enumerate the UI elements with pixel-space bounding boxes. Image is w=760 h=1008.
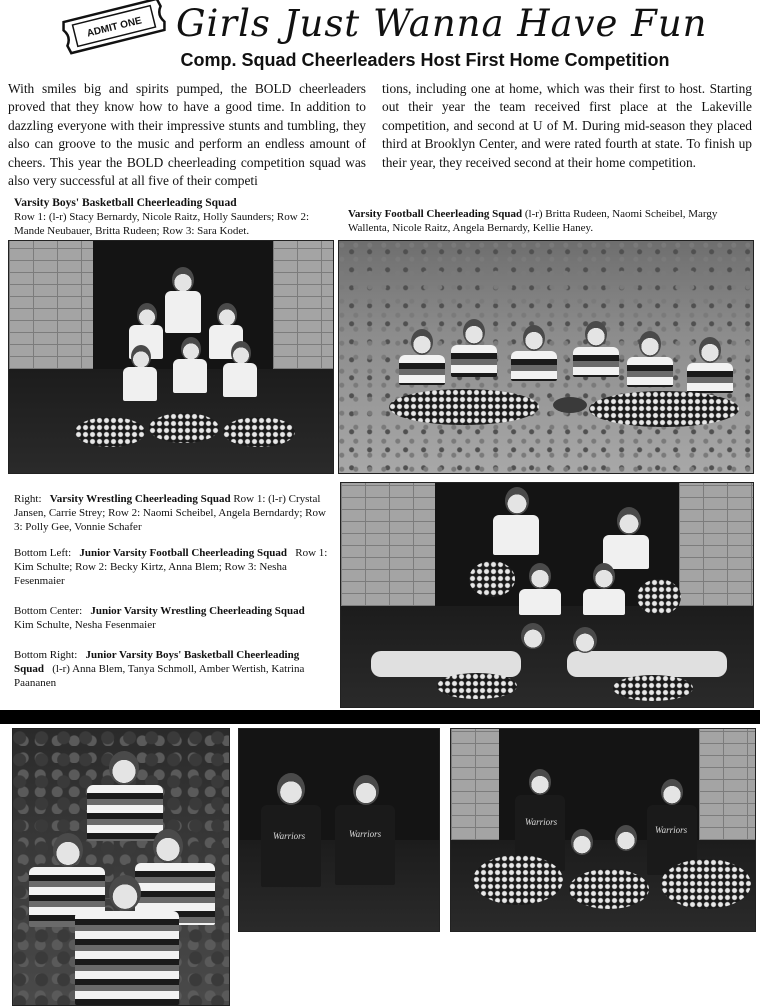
caption-jv-basketball xyxy=(14,648,332,690)
caption-jv-wrestling xyxy=(14,604,332,632)
uniform-lettering: Warriors xyxy=(525,817,558,827)
caption-label: Bottom Left: xyxy=(14,547,72,559)
caption-title: Varsity Football Cheerleading Squad xyxy=(348,208,523,220)
photo-jv-basketball-squad xyxy=(450,728,756,932)
caption-text: (l-r) Anna Blem, Tanya Schmoll, Amber Wertish, Katrina Paananen xyxy=(14,663,305,689)
uniform-lettering: Warriors xyxy=(273,831,306,841)
ticket-text: ADMIT ONE xyxy=(85,15,143,40)
caption-title: Junior Varsity Wrestling Cheerleading Squad xyxy=(90,605,305,617)
caption-title: Varsity Wrestling Cheerleading Squad xyxy=(49,493,231,505)
article-column-1: With smiles big and spirits pumped, the BOLD cheerleaders proved that they know how to have a good time. In addition to dazzling everyone with their impressive stunts and tumbling, they also can groove to the music and perform an endless amount of cheers. This year the BOLD cheerleading competition squad was also very successful at all five of their competi xyxy=(8,81,366,189)
captions-list xyxy=(14,492,332,690)
caption-title: Varsity Boys' Basketball Cheerleading Squad xyxy=(14,197,237,209)
photo-football-squad xyxy=(338,240,754,474)
caption-wrestling xyxy=(14,492,332,534)
caption-text: Row 1: (l-r) Crystal Jansen, Carrie Strey; Row 2: Naomi Scheibel, Angela Berndardy; Row 3: Polly Gee, Vonnie Schafer xyxy=(14,493,326,533)
page-title: Girls Just Wanna Have Fun xyxy=(176,2,708,45)
caption-text: Row 1: (l-r) Stacy Bernardy, Nicole Raitz, Holly Saunders; Row 2: Mande Neubauer, Britta Rudeen; Row 3: Sara Kodet. xyxy=(14,211,310,237)
divider-band xyxy=(0,710,760,724)
caption-football xyxy=(348,207,752,235)
caption-boys-basketball xyxy=(14,196,332,238)
photo-jv-football-squad xyxy=(12,728,230,1006)
caption-label: Bottom Center: xyxy=(14,605,83,617)
caption-title: Junior Varsity Football Cheerleading Squad xyxy=(79,547,288,559)
caption-label: Bottom Right: xyxy=(14,649,78,661)
caption-label: Right: xyxy=(14,493,42,505)
article-column-2: tions, including one at home, which was their first to host. Starting out their year the team received first place at the Lakeville competition, and second at U of M. During mid-season they placed third at Brooklyn Center, and were rated fourth at state. To finish up their year, they received second at their home competition. xyxy=(382,81,752,170)
photo-wrestling-squad xyxy=(340,482,754,708)
uniform-lettering: Warriors xyxy=(655,825,688,835)
uniform-lettering: Warriors xyxy=(349,829,382,839)
caption-jv-football xyxy=(14,546,332,588)
page-subtitle: Comp. Squad Cheerleaders Host First Home Competition xyxy=(180,50,670,70)
photo-jv-wrestling-squad xyxy=(238,728,440,932)
photo-boys-basketball-squad xyxy=(8,240,334,474)
caption-text: (l-r) Britta Rudeen, Naomi Scheibel, Margy Wallenta, Nicole Raitz, Angela Bernardy, Kellie Haney. xyxy=(348,208,718,234)
caption-text: Row 1: Kim Schulte; Row 2: Becky Kirtz, Anna Blem; Row 3: Nesha Fesenmaier xyxy=(14,547,328,587)
caption-text: Kim Schulte, Nesha Fesenmaier xyxy=(14,619,156,631)
caption-title: Junior Varsity Boys' Basketball Cheerleading Squad xyxy=(14,649,300,675)
